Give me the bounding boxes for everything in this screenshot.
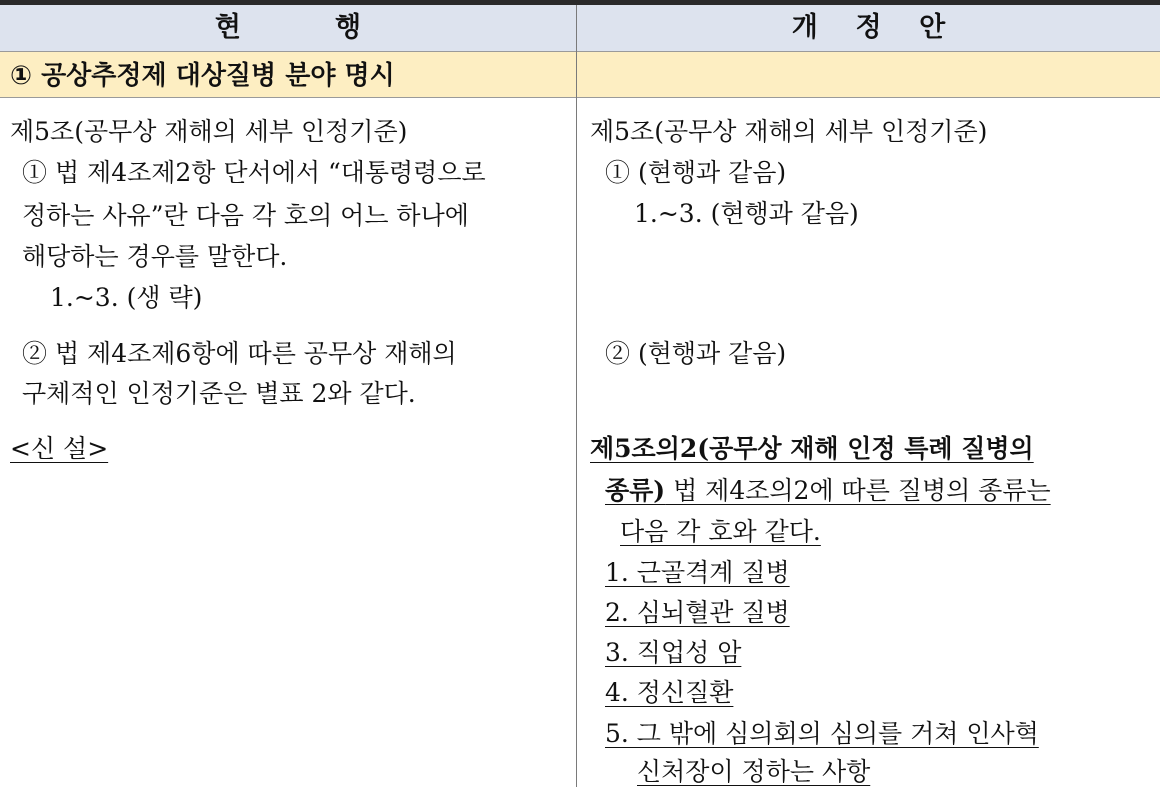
left-new-marker: <신 설> (10, 434, 109, 463)
right-list-item-4: 4. 정신질환 (605, 678, 734, 707)
header-current: 현 행 (0, 5, 576, 52)
right-new-article-line3: 다음 각 호와 같다. (620, 517, 821, 546)
right-list-item-1: 1. 근골격계 질병 (605, 558, 790, 587)
right-new-article-title: 제5조의2(공무상 재해 인정 특례 질병의 (590, 434, 1034, 463)
right-list-item-5: 5. 그 밖에 심의회의 심의를 거쳐 인사혁 (605, 719, 1039, 748)
right-list-item-5-cont: 신처장이 정하는 사항 (637, 757, 871, 786)
right-new-article-title-cont: 종류) (605, 476, 666, 505)
section-title: ① 공상추정제 대상질병 분야 명시 (0, 52, 1160, 98)
right-article-title: 제5조(공무상 재해의 세부 인정기준) (590, 117, 988, 146)
left-article-title: 제5조(공무상 재해의 세부 인정기준) (10, 117, 408, 146)
header-proposed: 개 정 안 (577, 5, 1160, 52)
left-para2-line1: ② 법 제4조제6항에 따른 공무상 재해의 (22, 339, 457, 368)
left-para1-line2: 정하는 사유”란 다음 각 호의 어느 하나에 (22, 201, 469, 230)
left-para2-line2: 구체적인 인정기준은 별표 2와 같다. (22, 379, 416, 408)
right-list-item-2: 2. 심뇌혈관 질병 (605, 598, 790, 627)
right-para2: ② (현행과 같음) (605, 339, 787, 368)
right-para1: ① (현행과 같음) (605, 158, 787, 187)
column-divider (576, 5, 577, 787)
right-new-article-body: 법 제4조의2에 따른 질병의 종류는 (665, 476, 1051, 505)
left-para1-line1: ① 법 제4조제2항 단서에서 “대통령령으로 (22, 158, 486, 187)
right-new-article-line2 (605, 475, 1051, 507)
right-list-item-3: 3. 직업성 암 (605, 638, 742, 667)
right-para1-items: 1.~3. (현행과 같음) (634, 199, 859, 228)
left-para1-items: 1.~3. (생 략) (50, 283, 203, 312)
left-para1-line3: 해당하는 경우를 말한다. (22, 242, 288, 271)
